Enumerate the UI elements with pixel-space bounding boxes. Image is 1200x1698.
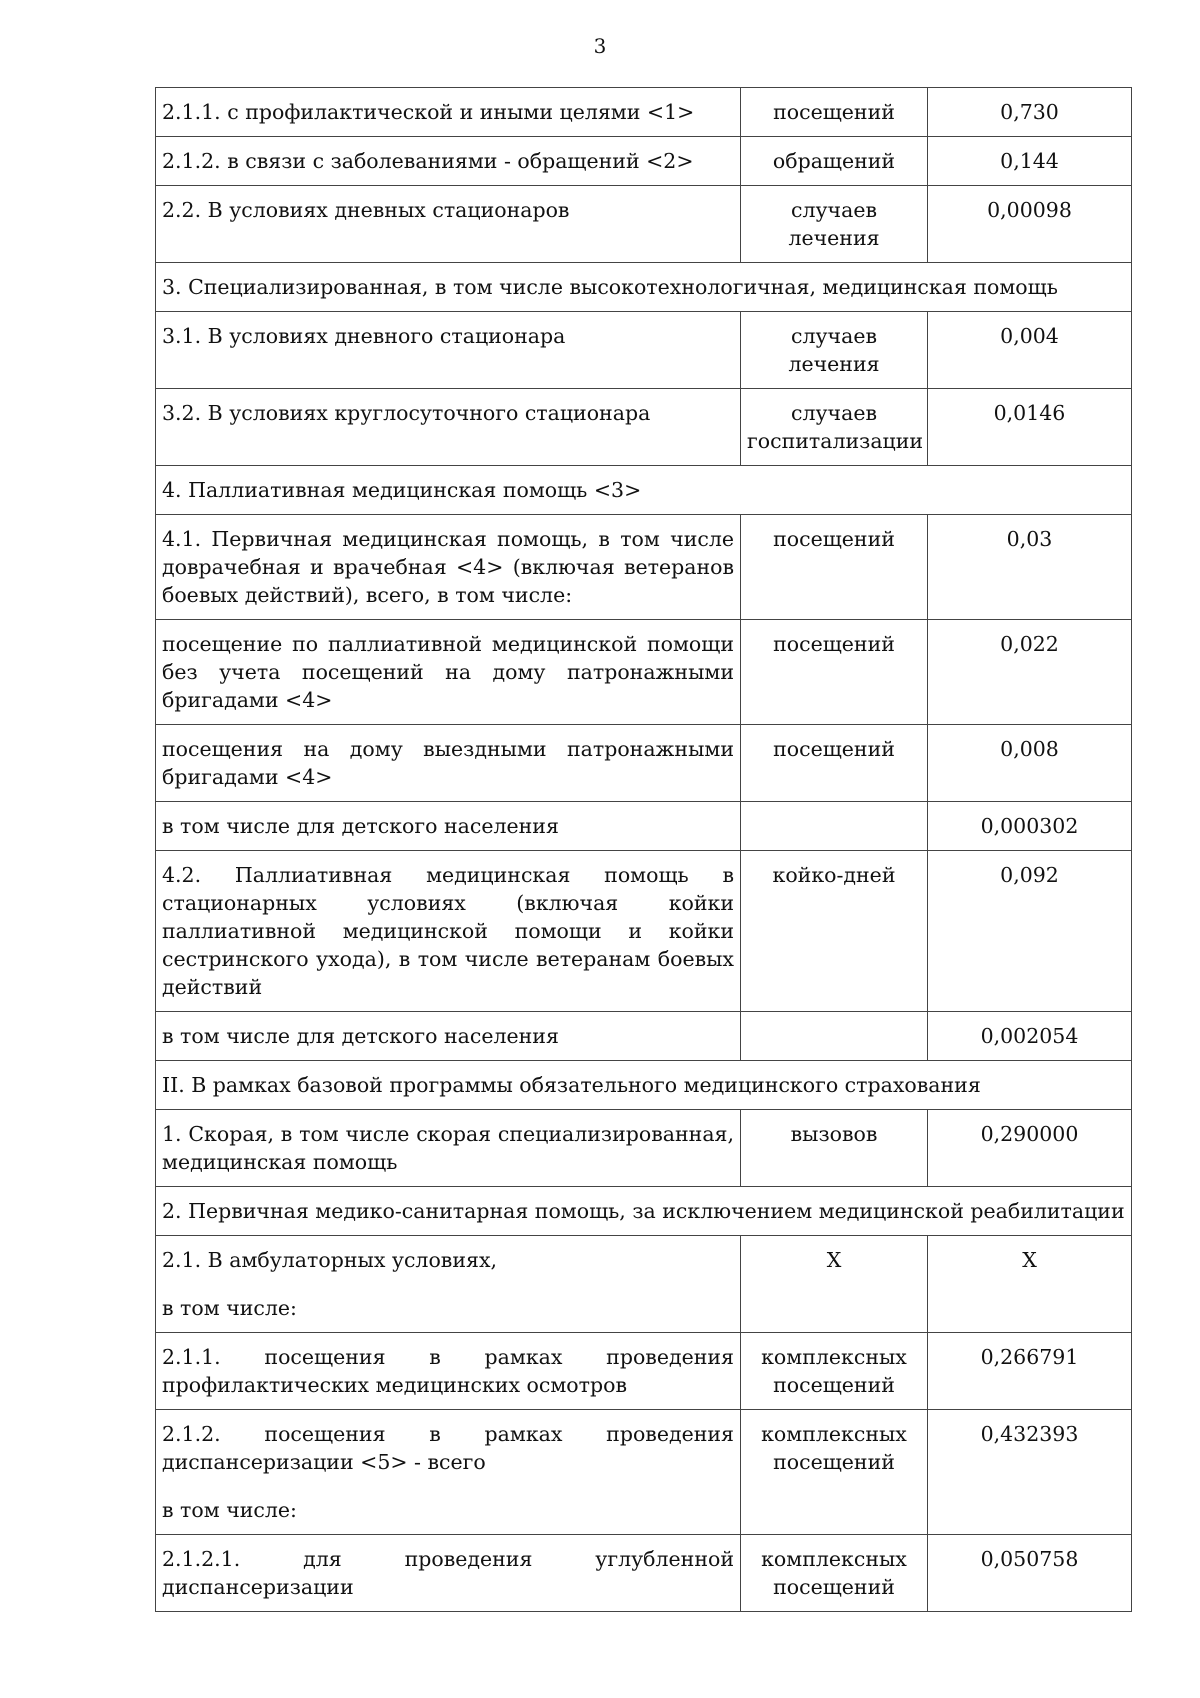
care-type-cell: [156, 389, 741, 466]
table-row: [156, 515, 1132, 620]
value-cell: 0,266791: [928, 1333, 1132, 1410]
unit-cell: случаев лечения: [741, 186, 928, 263]
table-row: [156, 186, 1132, 263]
unit-cell: посещений: [741, 88, 928, 137]
value-cell: 0,290000: [928, 1110, 1132, 1187]
table-row: [156, 1236, 1132, 1333]
table-row: [156, 1535, 1132, 1612]
unit-cell: комплексных посещений: [741, 1535, 928, 1612]
value-cell: 0,00098: [928, 186, 1132, 263]
page-number: 3: [593, 34, 607, 58]
norms-table-body: [156, 88, 1132, 1612]
unit-cell: комплексных посещений: [741, 1333, 928, 1410]
section-title: II. В рамках базовой программы обязательного медицинского страхования: [156, 1061, 1132, 1110]
care-type-cell: [156, 620, 741, 725]
unit-cell: посещений: [741, 620, 928, 725]
value-cell: 0,022: [928, 620, 1132, 725]
section-title: 4. Паллиативная медицинская помощь <3>: [156, 466, 1132, 515]
table-row: [156, 88, 1132, 137]
care-type-label: 1. Скорая, в том числе скорая специализированная, медицинская помощь: [162, 1122, 734, 1174]
norms-table: [155, 87, 1132, 1612]
care-type-label: 2.1.1. с профилактической и иными целями <1>: [162, 100, 695, 124]
care-type-cell: [156, 1110, 741, 1187]
unit-cell: случаев госпитализации: [741, 389, 928, 466]
care-type-cell: [156, 186, 741, 263]
value-cell: 0,03: [928, 515, 1132, 620]
care-type-cell: [156, 802, 741, 851]
table-row: [156, 1333, 1132, 1410]
value-cell: 0,008: [928, 725, 1132, 802]
care-type-label: посещение по паллиативной медицинской помощи без учета посещений на дому патронажными бригадами <4>: [162, 632, 734, 712]
care-type-sublabel: в том числе:: [162, 1498, 297, 1522]
care-type-label: посещения на дому выездными патронажными бригадами <4>: [162, 737, 734, 789]
care-type-label: в том числе для детского населения: [162, 814, 559, 838]
care-type-label: 4.1. Первичная медицинская помощь, в том числе доврачебная и врачебная <4> (включая ветеранов боевых действий), всего, в том числе:: [162, 527, 734, 607]
care-type-cell: [156, 1012, 741, 1061]
unit-cell: вызовов: [741, 1110, 928, 1187]
value-cell: 0,050758: [928, 1535, 1132, 1612]
care-type-sublabel: в том числе:: [162, 1296, 297, 1320]
unit-cell: комплексных посещений: [741, 1410, 928, 1535]
table-row: [156, 1012, 1132, 1061]
care-type-cell: [156, 88, 741, 137]
table-row: [156, 851, 1132, 1012]
value-cell: 0,002054: [928, 1012, 1132, 1061]
table-row: [156, 389, 1132, 466]
section-row: [156, 1061, 1132, 1110]
care-type-label: 4.2. Паллиативная медицинская помощь в стационарных условиях (включая койки паллиативной медицинской помощи и койки сестринского ухода), в том числе ветеранам боевых действий: [162, 863, 734, 999]
value-cell: 0,730: [928, 88, 1132, 137]
section-row: [156, 263, 1132, 312]
value-cell: 0,0146: [928, 389, 1132, 466]
care-type-cell: [156, 851, 741, 1012]
care-type-label: 2.1.2. в связи с заболеваниями - обращений <2>: [162, 149, 694, 173]
value-cell: 0,432393: [928, 1410, 1132, 1535]
care-type-cell: [156, 725, 741, 802]
section-row: [156, 1187, 1132, 1236]
table-row: [156, 620, 1132, 725]
section-row: [156, 466, 1132, 515]
care-type-cell: [156, 1410, 741, 1535]
section-title: 2. Первичная медико-санитарная помощь, за исключением медицинской реабилитации: [156, 1187, 1132, 1236]
value-cell: 0,144: [928, 137, 1132, 186]
unit-cell: X: [741, 1236, 928, 1333]
value-cell: 0,000302: [928, 802, 1132, 851]
unit-cell: посещений: [741, 725, 928, 802]
unit-cell: койко-дней: [741, 851, 928, 1012]
table-row: [156, 1410, 1132, 1535]
table-row: [156, 802, 1132, 851]
care-type-label: 2.1. В амбулаторных условиях,: [162, 1248, 498, 1272]
care-type-cell: [156, 1535, 741, 1612]
table-row: [156, 1110, 1132, 1187]
care-type-label: в том числе для детского населения: [162, 1024, 559, 1048]
care-type-cell: [156, 1333, 741, 1410]
care-type-cell: [156, 312, 741, 389]
care-type-cell: [156, 1236, 741, 1333]
value-cell: X: [928, 1236, 1132, 1333]
care-type-label: 2.1.2. посещения в рамках проведения диспансеризации <5> - всего: [162, 1422, 734, 1474]
value-cell: 0,004: [928, 312, 1132, 389]
section-title: 3. Специализированная, в том числе высокотехнологичная, медицинская помощь: [156, 263, 1132, 312]
unit-cell: случаев лечения: [741, 312, 928, 389]
care-type-label: 3.1. В условиях дневного стационара: [162, 324, 566, 348]
care-type-label: 2.1.2.1. для проведения углубленной диспансеризации: [162, 1547, 734, 1599]
care-type-cell: [156, 137, 741, 186]
care-type-label: 2.2. В условиях дневных стационаров: [162, 198, 570, 222]
unit-cell: [741, 1012, 928, 1061]
care-type-label: 3.2. В условиях круглосуточного стационара: [162, 401, 651, 425]
value-cell: 0,092: [928, 851, 1132, 1012]
care-type-label: 2.1.1. посещения в рамках проведения профилактических медицинских осмотров: [162, 1345, 734, 1397]
unit-cell: посещений: [741, 515, 928, 620]
unit-cell: обращений: [741, 137, 928, 186]
care-type-cell: [156, 515, 741, 620]
table-row: [156, 137, 1132, 186]
table-row: [156, 725, 1132, 802]
unit-cell: [741, 802, 928, 851]
table-row: [156, 312, 1132, 389]
